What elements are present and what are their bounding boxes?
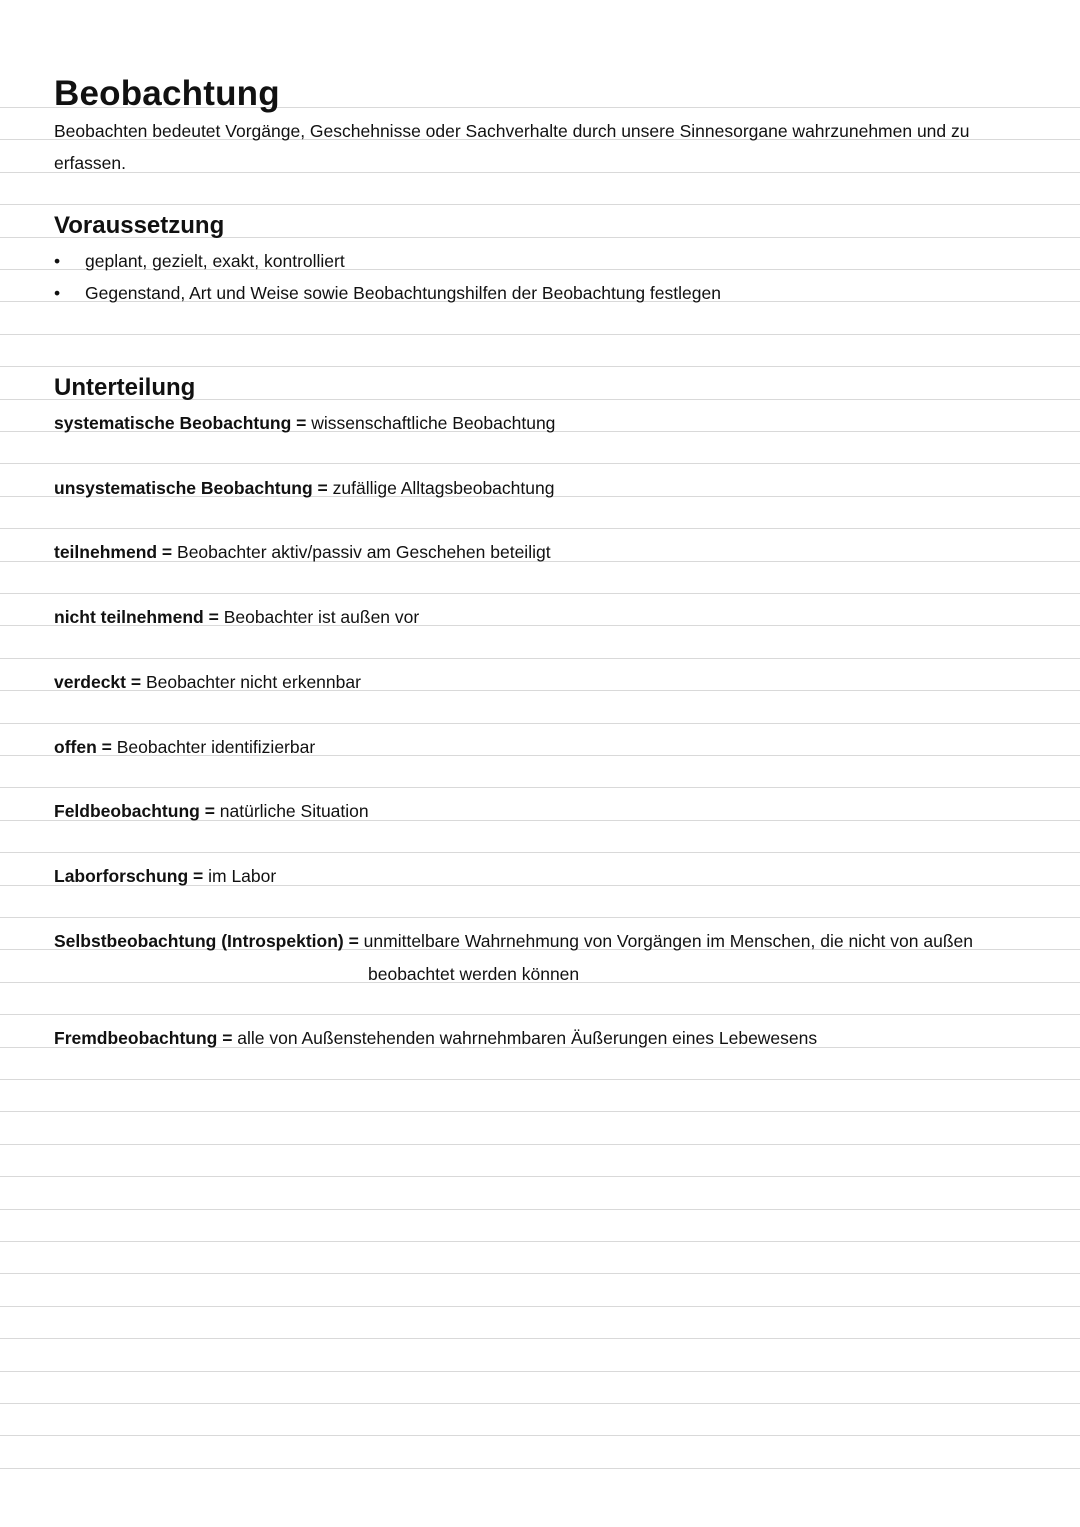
definition-term: nicht teilnehmend = bbox=[54, 607, 219, 627]
bullet-item: geplant, gezielt, exakt, kontrolliert bbox=[85, 251, 345, 271]
definition-row bbox=[54, 1028, 817, 1049]
definition-row bbox=[54, 542, 551, 563]
definition-row bbox=[54, 672, 361, 693]
definition-term: Fremdbeobachtung = bbox=[54, 1028, 233, 1048]
definition-row bbox=[54, 866, 276, 887]
definition-text: unmittelbare Wahrnehmung von Vorgängen im Menschen, die nicht von außen bbox=[358, 931, 973, 951]
bullet-icon: • bbox=[54, 283, 61, 303]
definition-text: Beobachter aktiv/passiv am Geschehen beteiligt bbox=[172, 542, 551, 562]
bullet-icon: • bbox=[54, 251, 61, 271]
definition-text: Beobachter identifizierbar bbox=[111, 737, 316, 757]
definition-term: systematische Beobachtung = bbox=[54, 413, 307, 433]
definition-term: Laborforschung = bbox=[54, 866, 204, 886]
definition-term: verdeckt = bbox=[54, 672, 142, 692]
page-title: Beobachtung bbox=[54, 74, 280, 113]
definition-row bbox=[54, 801, 369, 822]
definition-text: alle von Außenstehenden wahrnehmbaren Äußerungen eines Lebewesens bbox=[232, 1028, 818, 1048]
definition-term: offen = bbox=[54, 737, 112, 757]
definition-text: im Labor bbox=[203, 866, 277, 886]
definition-text: zufällige Alltagsbeobachtung bbox=[327, 478, 555, 498]
definition-term: Feldbeobachtung = bbox=[54, 801, 215, 821]
definition-term: Selbstbeobachtung (Introspektion) = bbox=[54, 931, 359, 951]
section-heading-unterteilung: Unterteilung bbox=[54, 374, 196, 401]
intro-text-line-2: erfassen. bbox=[54, 153, 126, 173]
definition-row bbox=[54, 737, 315, 758]
definition-text: Beobachter nicht erkennbar bbox=[141, 672, 361, 692]
definition-text: Beobachter ist außen vor bbox=[218, 607, 420, 627]
definition-row bbox=[54, 607, 419, 628]
intro-text-line-1: Beobachten bedeutet Vorgänge, Geschehnisse oder Sachverhalte durch unsere Sinnesorgane wahrzunehmen und zu bbox=[54, 121, 970, 141]
definition-term: teilnehmend = bbox=[54, 542, 173, 562]
definition-row bbox=[54, 478, 554, 499]
definition-text: natürliche Situation bbox=[214, 801, 369, 821]
section-heading-voraussetzung: Voraussetzung bbox=[54, 212, 225, 239]
bullet-item: Gegenstand, Art und Weise sowie Beobachtungshilfen der Beobachtung festlegen bbox=[85, 283, 721, 303]
definition-row bbox=[54, 413, 555, 434]
definition-row bbox=[54, 931, 973, 952]
definition-term: unsystematische Beobachtung = bbox=[54, 478, 328, 498]
definition-text: wissenschaftliche Beobachtung bbox=[306, 413, 556, 433]
definition-continuation: beobachtet werden können bbox=[368, 964, 580, 984]
